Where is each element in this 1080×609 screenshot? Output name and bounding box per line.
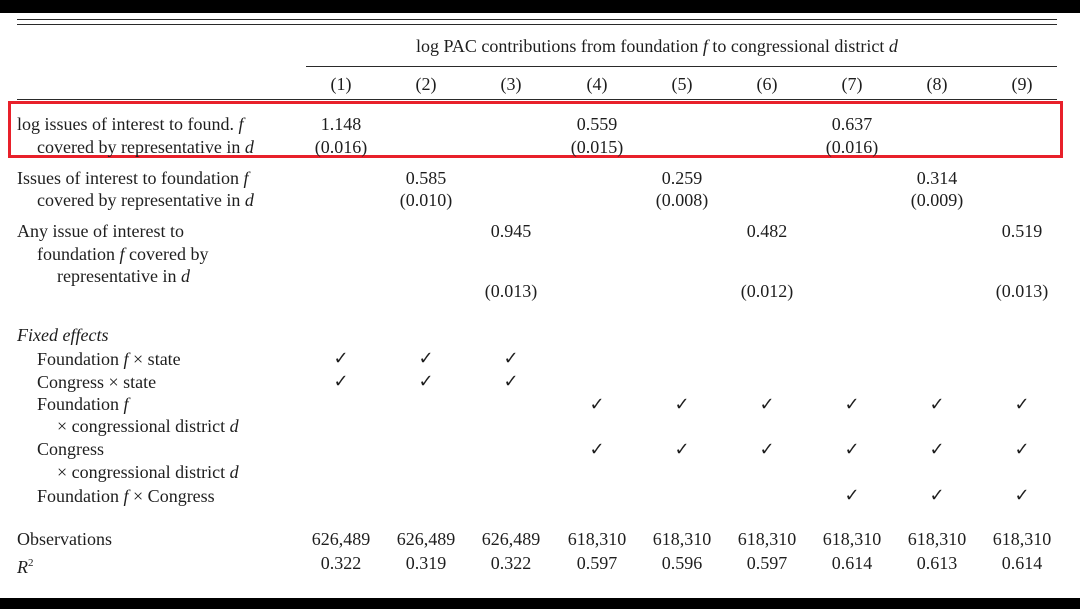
checkmark-icon: ✓ bbox=[1014, 394, 1030, 415]
coefficient-value: 1.148 bbox=[320, 114, 362, 134]
checkmark-icon: ✓ bbox=[759, 439, 775, 460]
checkmark-icon: ✓ bbox=[418, 371, 434, 392]
observations-label: Observations bbox=[17, 529, 112, 549]
r-squared-value: 0.614 bbox=[831, 553, 873, 573]
coefficient-value: 0.585 bbox=[405, 168, 447, 188]
observations-value: 618,310 bbox=[907, 529, 967, 549]
r-squared-value: 0.596 bbox=[661, 553, 703, 573]
checkmark-icon: ✓ bbox=[503, 348, 519, 369]
checkmark-icon: ✓ bbox=[589, 439, 605, 460]
observations-value: 618,310 bbox=[737, 529, 797, 549]
column-header: (5) bbox=[671, 74, 693, 94]
column-header: (2) bbox=[415, 74, 437, 94]
coefficient-value: 0.259 bbox=[661, 168, 703, 188]
observations-value: 618,310 bbox=[567, 529, 627, 549]
fe2-label: Congress × state bbox=[37, 372, 157, 392]
checkmark-icon: ✓ bbox=[589, 394, 605, 415]
coefficient-value: 0.559 bbox=[576, 114, 618, 134]
column-header: (9) bbox=[1011, 74, 1033, 94]
checkmark-icon: ✓ bbox=[674, 439, 690, 460]
standard-error-value: (0.008) bbox=[655, 190, 709, 210]
coefficient-value: 0.637 bbox=[831, 114, 873, 134]
fe3-label-line2: × congressional district d bbox=[57, 416, 239, 436]
checkmark-icon: ✓ bbox=[929, 439, 945, 460]
column-header: (8) bbox=[926, 74, 948, 94]
checkmark-icon: ✓ bbox=[844, 439, 860, 460]
row3-label-line3: representative in d bbox=[57, 266, 190, 286]
row1-label-line1: log issues of interest to found. f bbox=[17, 114, 244, 134]
coefficient-value: 0.519 bbox=[1001, 221, 1043, 241]
coefficient-value: 0.945 bbox=[490, 221, 532, 241]
top-black-band bbox=[0, 0, 1080, 13]
observations-value: 618,310 bbox=[652, 529, 712, 549]
observations-value: 626,489 bbox=[396, 529, 456, 549]
observations-value: 626,489 bbox=[311, 529, 371, 549]
r-squared-value: 0.319 bbox=[405, 553, 447, 573]
checkmark-icon: ✓ bbox=[418, 348, 434, 369]
fe1-label: Foundation f × state bbox=[37, 349, 181, 369]
r-squared-value: 0.597 bbox=[576, 553, 618, 573]
column-header-rule bbox=[17, 99, 1057, 100]
checkmark-icon: ✓ bbox=[503, 371, 519, 392]
checkmark-icon: ✓ bbox=[674, 394, 690, 415]
r-squared-value: 0.322 bbox=[320, 553, 362, 573]
row3-label-line1: Any issue of interest to bbox=[17, 221, 184, 241]
r-squared-value: 0.613 bbox=[916, 553, 958, 573]
bottom-black-band bbox=[0, 598, 1080, 609]
r-squared-value: 0.614 bbox=[1001, 553, 1043, 573]
observations-value: 618,310 bbox=[822, 529, 882, 549]
checkmark-icon: ✓ bbox=[333, 371, 349, 392]
row1-label-line2: covered by representative in d bbox=[37, 137, 254, 157]
top-rule-2 bbox=[17, 24, 1057, 25]
r-squared-value: 0.322 bbox=[490, 553, 532, 573]
column-header: (6) bbox=[756, 74, 778, 94]
standard-error-value: (0.016) bbox=[825, 137, 879, 157]
checkmark-icon: ✓ bbox=[1014, 485, 1030, 506]
coefficient-value: 0.314 bbox=[916, 168, 958, 188]
standard-error-value: (0.016) bbox=[314, 137, 368, 157]
standard-error-value: (0.010) bbox=[399, 190, 453, 210]
fe5-label: Foundation f × Congress bbox=[37, 486, 215, 506]
column-header: (3) bbox=[500, 74, 522, 94]
row2-label-line2: covered by representative in d bbox=[37, 190, 254, 210]
r-squared-value: 0.597 bbox=[746, 553, 788, 573]
checkmark-icon: ✓ bbox=[1014, 439, 1030, 460]
checkmark-icon: ✓ bbox=[844, 394, 860, 415]
standard-error-value: (0.013) bbox=[995, 281, 1049, 301]
coefficient-value: 0.482 bbox=[746, 221, 788, 241]
header-underline-rule bbox=[306, 66, 1057, 67]
fe3-label-line1: Foundation f bbox=[37, 394, 129, 414]
fe4-label-line2: × congressional district d bbox=[57, 462, 239, 482]
column-header: (1) bbox=[330, 74, 352, 94]
column-header: (4) bbox=[586, 74, 608, 94]
r-squared-label: $R^2$ bbox=[17, 557, 34, 577]
row3-label-line2: foundation f covered by bbox=[37, 244, 209, 264]
observations-value: 626,489 bbox=[481, 529, 541, 549]
top-rule-1 bbox=[17, 19, 1057, 20]
standard-error-value: (0.012) bbox=[740, 281, 794, 301]
fixed-effects-heading: Fixed effects bbox=[17, 325, 109, 345]
standard-error-value: (0.015) bbox=[570, 137, 624, 157]
checkmark-icon: ✓ bbox=[333, 348, 349, 369]
checkmark-icon: ✓ bbox=[929, 485, 945, 506]
row2-label-line1: Issues of interest to foundation f bbox=[17, 168, 249, 188]
standard-error-value: (0.013) bbox=[484, 281, 538, 301]
dependent-variable-header: log PAC contributions from foundation f to congressional district d bbox=[416, 36, 898, 56]
column-header: (7) bbox=[841, 74, 863, 94]
checkmark-icon: ✓ bbox=[759, 394, 775, 415]
fe4-label-line1: Congress bbox=[37, 439, 104, 459]
standard-error-value: (0.009) bbox=[910, 190, 964, 210]
checkmark-icon: ✓ bbox=[844, 485, 860, 506]
observations-value: 618,310 bbox=[992, 529, 1052, 549]
checkmark-icon: ✓ bbox=[929, 394, 945, 415]
